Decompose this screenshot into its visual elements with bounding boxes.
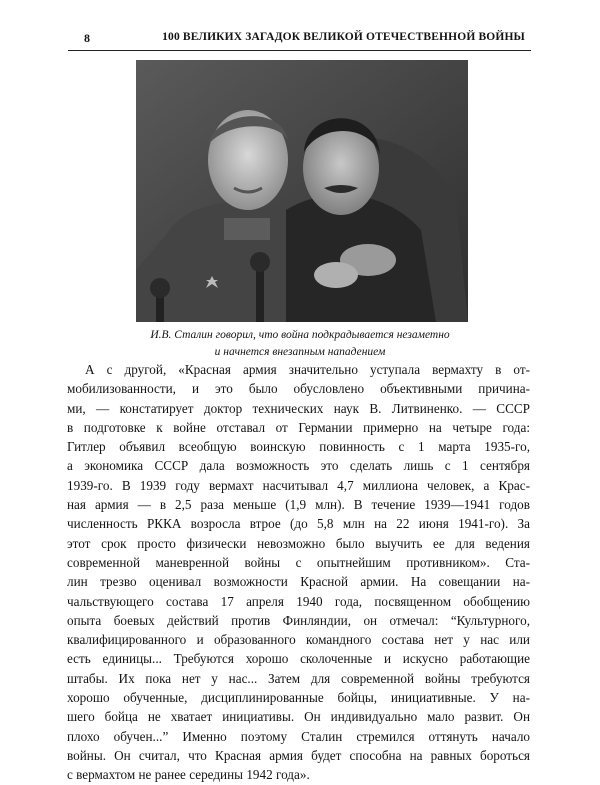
header-rule	[68, 50, 531, 51]
body-text	[67, 360, 530, 785]
historical-photograph	[136, 60, 468, 322]
text-line: опыта боевых действий против Финляндии, он отмечал: “Культурного,	[67, 612, 530, 628]
text-line: Гитлер объявил всеобщую воинскую повинность с 1 марта 1935-го,	[67, 439, 530, 455]
caption-line: и начнется внезапным нападением	[214, 346, 386, 358]
text-line: в подготовке к войне отставал от Германии примерно на четыре года:	[67, 419, 530, 435]
text-line: мобилизованности, и это было обусловлено объективными причина-	[67, 381, 530, 397]
text-line: шего бойца не хватает инициативы. Он индивидуально мало развит. Он	[67, 709, 530, 725]
photo-illustration	[136, 60, 468, 322]
text-line: есть единицы... Требуются хорошо сколоченные и искусно работающие	[67, 651, 530, 667]
text-line: а экономика СССР дала возможность это сделать лишь с 1 сентября	[67, 458, 530, 474]
text-line: численность РККА возросла втрое (до 5,8 млн на 22 июня 1941-го). За	[67, 516, 530, 532]
text-line: этот срок просто физически невозможно было выучить ее для ведения	[67, 535, 530, 551]
text-line: ная армия — в 2,5 раза меньше (1,9 млн). В течение 1939—1941 годов	[67, 497, 530, 513]
figure-caption	[100, 327, 500, 361]
text-line: штабы. Их пока нет у нас... Затем для современной войны требуются	[67, 670, 530, 686]
text-line: А с другой, «Красная армия значительно уступала вермахту в от-	[85, 362, 530, 377]
text-line: лин трезво оценивал возможности Красной армии. На совещании на-	[67, 574, 530, 590]
text-line: с вермахтом не ранее середины 1942 года».	[67, 767, 310, 783]
text-line: чальствующего состава 17 апреля 1940 года, посвященном обобщению	[67, 593, 530, 609]
running-header	[68, 25, 531, 51]
text-line: квалифицированного и образованного командного состава нет у нас или	[67, 632, 530, 648]
page-number: 8	[84, 31, 90, 45]
text-line: современной маневренной войны с опытнейшим противником». Ста-	[67, 554, 530, 570]
text-line: ми, — констатирует доктор технических наук В. Литвиненко. — СССР	[67, 400, 530, 416]
text-line: войны. Он считал, что Красная армия будет способна на равных бороться	[67, 747, 530, 763]
text-line: 1939-го. В 1939 году вермахт насчитывал 4,7 миллиона человек, а Крас-	[67, 477, 530, 493]
text-line: плохо обучен...” Именно поэтому Сталин стремился оттянуть начало	[67, 728, 530, 744]
text-line: хорошо обученные, дисциплинированные бойцы, инициативные. У на-	[67, 690, 530, 706]
caption-line: И.В. Сталин говорил, что война подкрадывается незаметно	[150, 329, 450, 341]
running-title: 100 ВЕЛИКИХ ЗАГАДОК ВЕЛИКОЙ ОТЕЧЕСТВЕННОЙ ВОЙНЫ	[162, 31, 525, 43]
